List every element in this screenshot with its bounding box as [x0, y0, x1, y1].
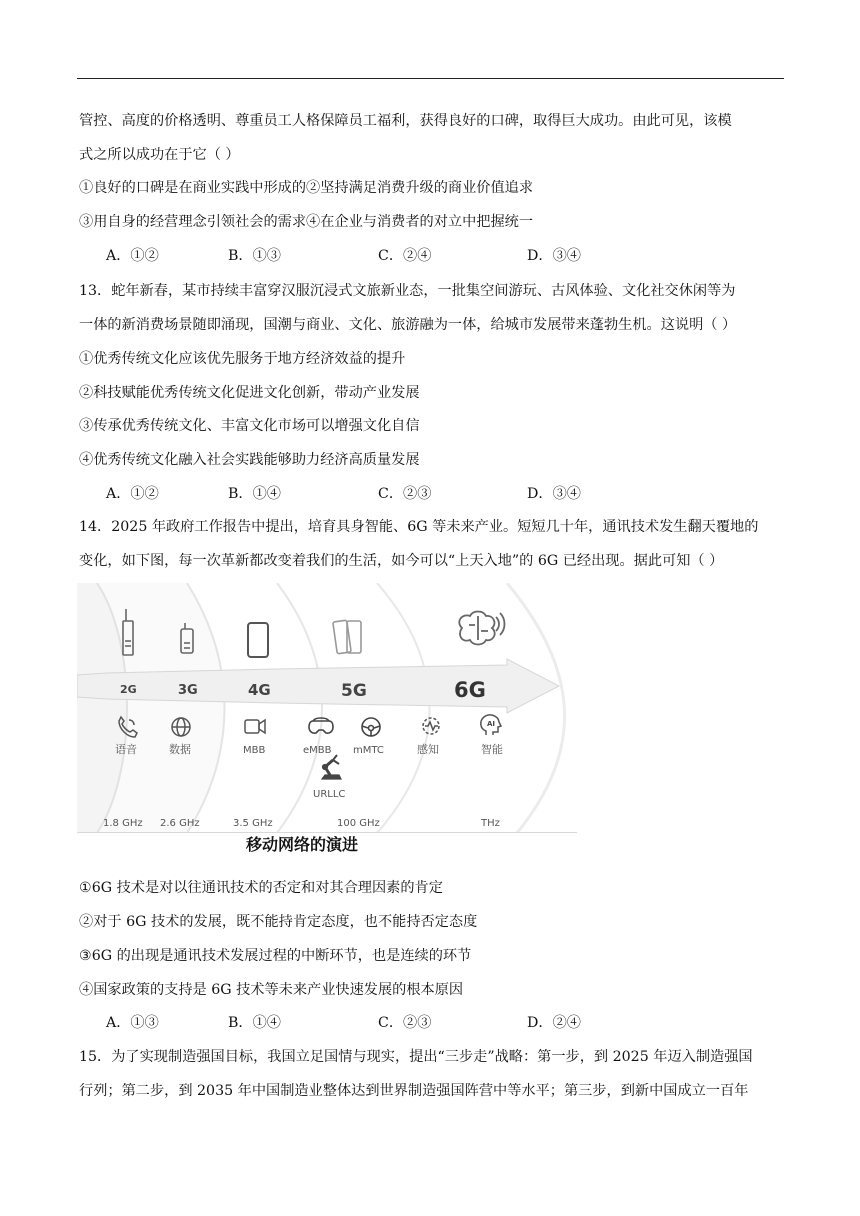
q12-stem-line1: 管控、高度的价格透明、尊重员工人格保障员工福利，获得良好的口碑，取得巨大成功。由此可见，该模 — [79, 113, 732, 129]
service-label-mmtc: mMTC — [353, 745, 384, 756]
q13-option-c[interactable]: C．②③ — [378, 486, 432, 502]
q13-option-d[interactable]: D．③④ — [527, 486, 581, 502]
q14-statement-2: ②对于 6G 技术的发展，既不能持肯定态度，也不能持否定态度 — [79, 914, 478, 930]
gen-label-3g: 3G — [178, 683, 198, 698]
q13-statement-4: ④优秀传统文化融入社会实践能够助力经济高质量发展 — [79, 452, 420, 468]
gen-label-5g: 5G — [341, 681, 367, 701]
service-label-embb: eMBB — [303, 745, 332, 756]
freq-label-4: 100 GHz — [337, 818, 380, 829]
q14-statement-1: ①6G 技术是对以往通讯技术的否定和对其合理因素的肯定 — [79, 880, 443, 896]
mobile-network-evolution-figure — [77, 583, 577, 833]
q14-option-c[interactable]: C．②③ — [378, 1015, 432, 1031]
q13-stem-line1: 13．蛇年新春，某市持续丰富穿汉服沉浸式文旅新业态，一批集空间游玩、古风体验、文化社交休闲等为 — [79, 283, 736, 299]
q14-option-a[interactable]: A．①③ — [106, 1015, 159, 1031]
freq-label-5: THz — [481, 818, 500, 829]
q14-statement-4: ④国家政策的支持是 6G 技术等未来产业快速发展的根本原因 — [79, 982, 464, 998]
ai-icon-glyph: AI — [487, 720, 496, 728]
steering-wheel-icon — [362, 718, 380, 736]
freq-label-1: 1.8 GHz — [103, 818, 143, 829]
q15-stem-line2: 行列；第二步，到 2035 年中国制造业整体达到世界制造强国阵营中等水平；第三步，到新中国成立一百年 — [79, 1083, 749, 1099]
q12-option-b[interactable]: B．①③ — [228, 248, 281, 264]
q14-stem-line1: 14．2025 年政府工作报告中提出，培育具身智能、6G 等未来产业。短短几十年，通讯技术发生翻天覆地的 — [79, 519, 759, 535]
q15-stem-line1: 15．为了实现制造强国目标，我国立足国情与现实，提出“三步走”战略：第一步，到 2025 年迈入制造强国 — [79, 1049, 753, 1065]
robot-arm-icon — [322, 755, 341, 779]
q12-option-a[interactable]: A．①② — [106, 248, 159, 264]
q12-statement-3-4: ③用自身的经营理念引领社会的需求④在企业与消费者的对立中把握统一 — [79, 214, 534, 230]
q13-option-a[interactable]: A．①② — [106, 486, 159, 502]
service-label-voice: 语音 — [115, 743, 137, 756]
brain-icon — [459, 612, 504, 645]
freq-label-3: 3.5 GHz — [233, 818, 273, 829]
q12-option-d[interactable]: D．③④ — [527, 248, 581, 264]
freq-label-2: 2.6 GHz — [160, 818, 200, 829]
service-label-data: 数据 — [169, 743, 191, 756]
q12-option-c[interactable]: C．②④ — [378, 248, 432, 264]
q12-statement-1-2: ①良好的口碑是在商业实践中形成的②坚持满足消费升级的商业价值追求 — [79, 180, 534, 196]
gen-label-6g: 6G — [454, 678, 486, 702]
service-label-mbb: MBB — [243, 745, 266, 756]
sensing-icon — [423, 718, 439, 734]
gen-label-4g: 4G — [248, 681, 271, 699]
q12-stem-line2: 式之所以成功在于它（ ） — [79, 147, 240, 163]
service-label-sensing: 感知 — [417, 743, 439, 756]
q13-option-b[interactable]: B．①④ — [228, 486, 281, 502]
service-label-intelligence: 智能 — [481, 743, 503, 756]
q14-stem-line2: 变化，如下图，每一次革新都改变着我们的生活，如今可以“上天入地”的 6G 已经出现。据此可知（ ） — [79, 553, 724, 569]
q13-statement-2: ②科技赋能优秀传统文化促进文化创新，带动产业发展 — [79, 385, 420, 401]
q14-option-d[interactable]: D．②④ — [527, 1015, 581, 1031]
arc-line-4 — [377, 583, 430, 833]
service-label-urllc: URLLC — [313, 789, 346, 800]
q13-stem-line2: 一体的新消费场景随即涌现，国潮与商业、文化、旅游融为一体，给城市发展带来蓬勃生机。这说明（ ） — [79, 317, 737, 333]
q14-option-b[interactable]: B．①④ — [228, 1015, 281, 1031]
foldable-phone-icon — [333, 620, 361, 654]
video-camera-icon — [245, 720, 265, 733]
figure-caption: 移动网络的演进 — [246, 835, 359, 854]
smartphone-icon — [248, 623, 268, 657]
q14-statement-3: ③6G 的出现是通讯技术发展过程的中断环节，也是连续的环节 — [79, 948, 472, 964]
q13-statement-1: ①优秀传统文化应该优先服务于地方经济效益的提升 — [79, 351, 406, 367]
header-rule — [77, 78, 784, 79]
q13-statement-3: ③传承优秀传统文化、丰富文化市场可以增强文化自信 — [79, 418, 420, 434]
gen-label-2g: 2G — [120, 683, 137, 696]
